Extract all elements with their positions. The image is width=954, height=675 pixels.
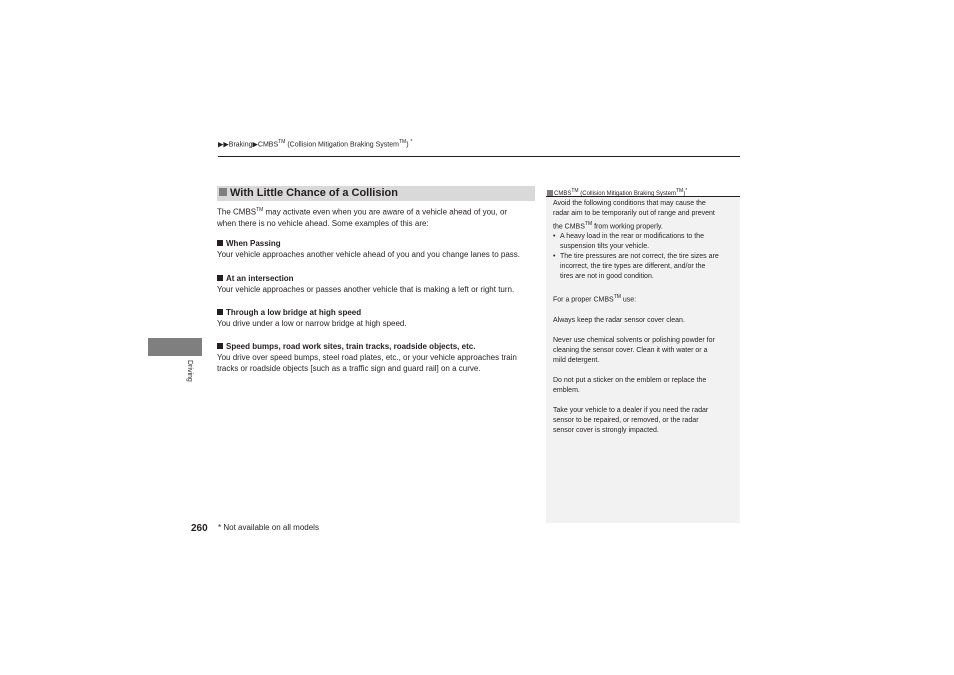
list-item	[217, 273, 514, 295]
sidebar-title	[546, 186, 740, 197]
bullet-dot-icon: •	[553, 233, 556, 241]
breadcrumb	[218, 139, 412, 148]
intro-text: The CMBS	[217, 207, 257, 217]
sidebar-text: A heavy load in the rear or modifications to the	[560, 233, 704, 241]
sidebar-text: Take your vehicle to a dealer if you need the radar	[553, 406, 709, 414]
sidebar-content	[553, 199, 737, 436]
sidebar-text-part: from working properly.	[592, 223, 663, 231]
item-text: Your vehicle approaches or passes another vehicle that is making a left or right turn.	[217, 285, 515, 294]
sidebar-bullet	[553, 252, 737, 282]
item-heading: At an intersection	[226, 274, 294, 283]
breadcrumb-arrow-icon: ▶▶	[218, 141, 229, 149]
sidebar-text-part: use:	[620, 296, 637, 304]
bullet-square-icon	[217, 343, 223, 349]
sidebar-text: sensor cover is strongly impacted.	[553, 426, 659, 434]
sidebar-title-text: CMBS	[554, 191, 572, 197]
sidebar-text: Avoid the following conditions that may cause the	[553, 200, 706, 207]
item-text-line2: tracks or roadside objects [such as a traffic sign and guard rail] on a curve.	[217, 364, 481, 373]
page-number: 260	[191, 523, 208, 534]
sidebar-title-rest: (Collision Mitigation Braking System	[578, 191, 676, 197]
breadcrumb-item-braking[interactable]: Braking	[228, 141, 253, 149]
bullet-square-icon	[217, 309, 223, 315]
chapter-tab-label: Driving	[186, 360, 193, 382]
item-heading: When Passing	[226, 239, 281, 248]
trademark-mark: TM	[613, 294, 621, 301]
list-item	[217, 307, 407, 329]
sidebar-text	[553, 219, 737, 232]
footnote-asterisk: *	[410, 139, 413, 145]
item-text: Your vehicle approaches another vehicle ahead of you and you change lanes to pass.	[217, 250, 521, 259]
breadcrumb-close: )	[406, 141, 409, 149]
chapter-tab[interactable]	[148, 338, 202, 356]
trademark-mark: TM	[675, 188, 684, 194]
reference-icon	[547, 190, 553, 196]
footnote: * Not available on all models	[218, 523, 319, 532]
sidebar-text	[553, 292, 737, 305]
sidebar-text: incorrect, the tire types are different, and/or the	[560, 263, 706, 271]
intro-text-line2: when there is no vehicle ahead. Some examples of this are:	[217, 218, 429, 228]
item-heading: Through a low bridge at high speed	[226, 308, 362, 317]
intro-paragraph	[217, 205, 507, 229]
section-title-text: With Little Chance of a Collision	[230, 187, 398, 199]
breadcrumb-arrow-icon: ▶	[252, 141, 258, 149]
section-title	[217, 186, 535, 201]
sidebar-text: Never use chemical solvents or polishing powder for	[553, 336, 715, 344]
list-item	[217, 341, 517, 374]
sidebar-text: cleaning the sensor cover. Clean it with water or a	[553, 346, 708, 354]
item-text: You drive under a low or narrow bridge at high speed.	[217, 319, 407, 328]
sidebar-text: emblem.	[553, 386, 580, 394]
sidebar-text: suspension tilts your vehicle.	[560, 243, 650, 251]
header-rule	[218, 156, 740, 157]
sidebar-text-part: the CMBS	[553, 223, 585, 231]
sidebar-text: mild detergent.	[553, 356, 600, 364]
trademark-mark: TM	[571, 188, 579, 194]
list-item	[217, 238, 520, 260]
item-text: You drive over speed bumps, steel road plates, etc., or your vehicle approaches train	[217, 353, 517, 362]
sidebar-text: tires are not in good condition.	[560, 273, 654, 281]
trademark-mark: TM	[256, 207, 264, 213]
bullet-dot-icon: •	[553, 253, 556, 261]
breadcrumb-item-cmbs-rest: (Collision Mitigation Braking System	[285, 141, 399, 149]
section-square-icon	[219, 188, 227, 196]
breadcrumb-item-cmbs[interactable]: CMBS	[257, 141, 279, 149]
bullet-square-icon	[217, 275, 223, 281]
sidebar-text: The tire pressures are not correct, the tire sizes are	[560, 253, 719, 261]
footnote-asterisk: *	[685, 188, 688, 194]
bullet-square-icon	[217, 240, 223, 246]
trademark-mark: TM	[398, 139, 407, 145]
sidebar-text: radar aim to be temporarily out of range and prevent	[553, 210, 715, 217]
sidebar-text: Do not put a sticker on the emblem or replace the	[553, 376, 707, 384]
sidebar-bullet	[553, 232, 737, 252]
intro-text-cont: may activate even when you are aware of a vehicle ahead of you, or	[263, 207, 508, 217]
sidebar-text-part: For a proper CMBS	[553, 296, 614, 304]
trademark-mark: TM	[278, 139, 286, 145]
sidebar-text: Always keep the radar sensor cover clean.	[553, 316, 685, 324]
trademark-mark: TM	[584, 221, 593, 227]
item-heading: Speed bumps, road work sites, train tracks, roadside objects, etc.	[226, 342, 476, 351]
sidebar-text: sensor to be repaired, or removed, or the radar	[553, 416, 699, 424]
sidebar-title-close: )	[683, 191, 686, 197]
